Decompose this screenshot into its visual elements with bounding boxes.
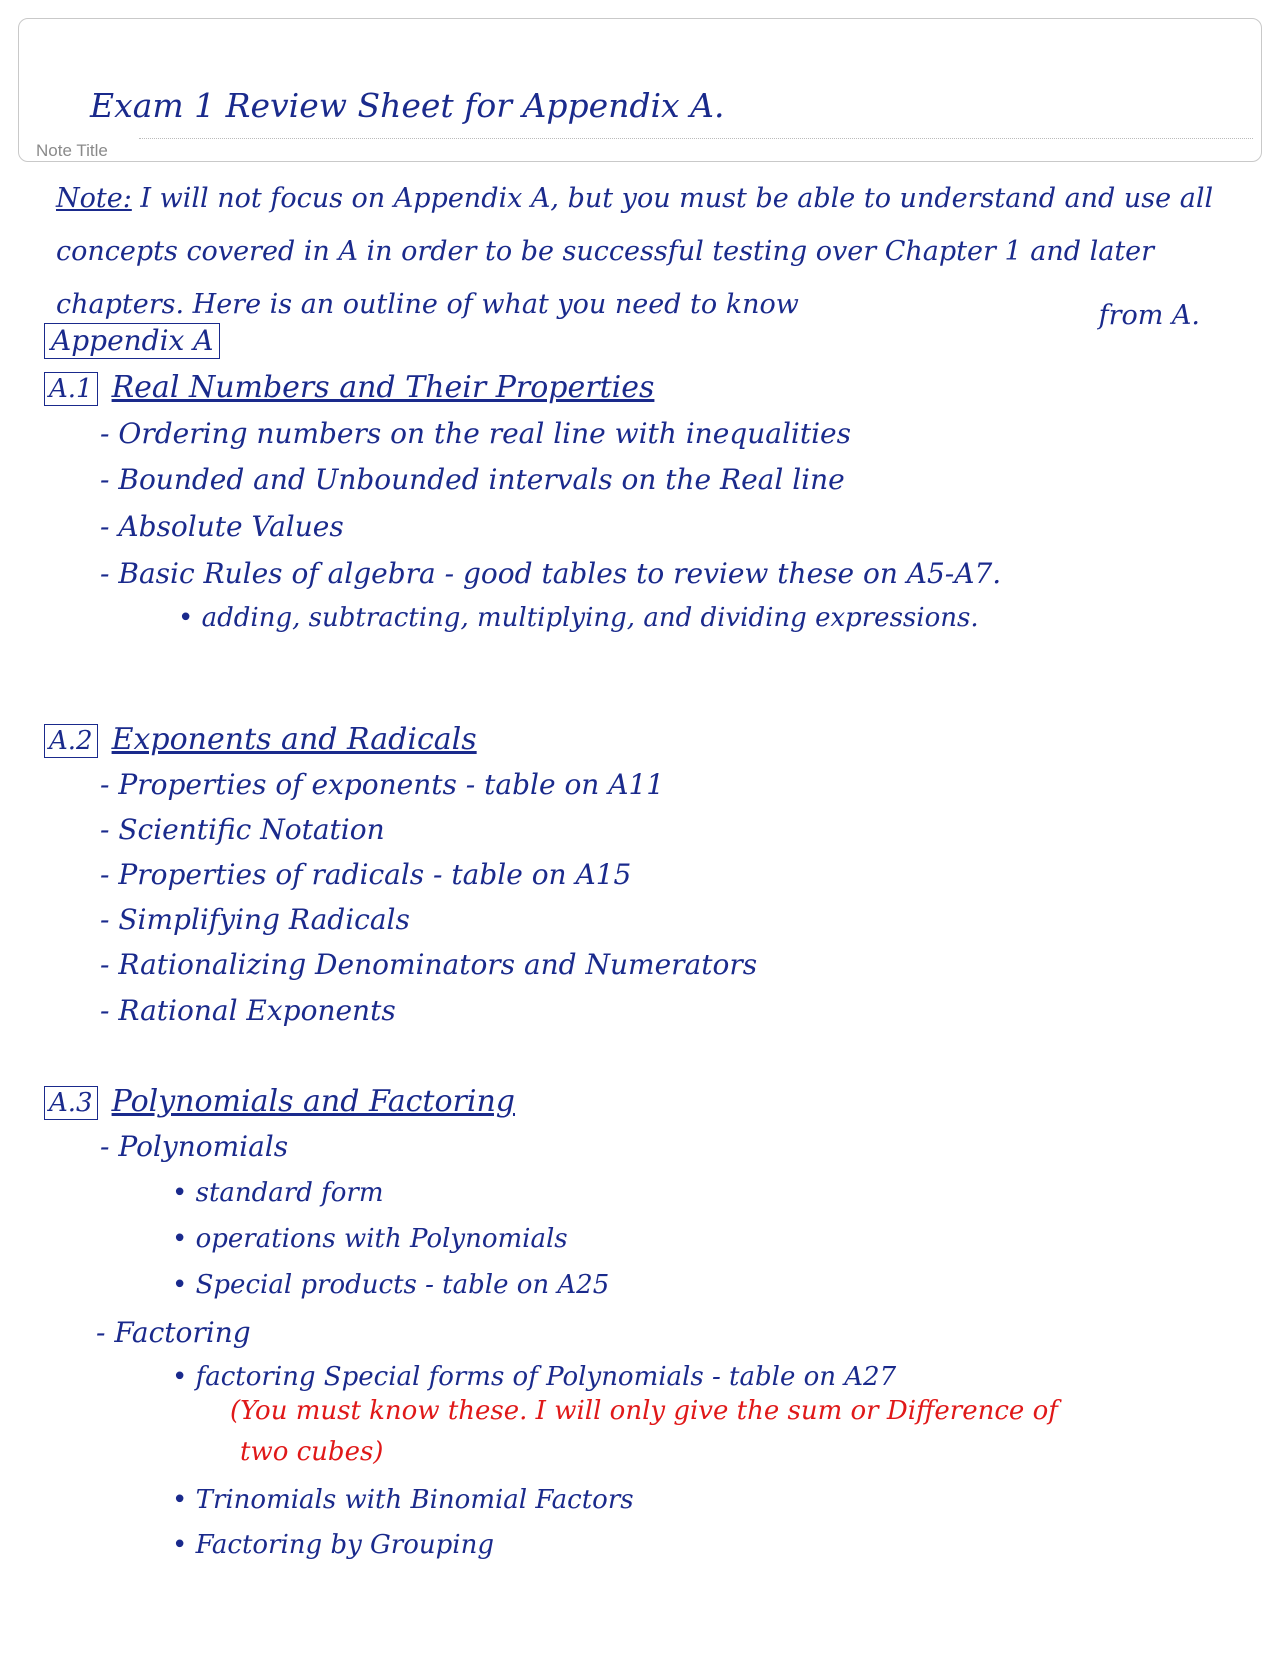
list-item: - Basic Rules of algebra - good tables to review these on A5-A7. (100, 557, 1002, 590)
red-annotation: (You must know these. I will only give the sum or Difference of (230, 1396, 1058, 1426)
page-title: Exam 1 Review Sheet for Appendix A. (90, 86, 725, 125)
list-item: - Simplifying Radicals (100, 903, 410, 936)
title-divider (139, 138, 1253, 139)
note-tail: from A. (1098, 300, 1200, 331)
section-title: Real Numbers and Their Properties (111, 370, 655, 405)
list-item: - Rational Exponents (100, 994, 396, 1027)
sub-bullet: • Special products - table on A25 (172, 1270, 610, 1300)
section-title: Exponents and Radicals (111, 722, 477, 757)
list-item: - Properties of exponents - table on A11 (100, 768, 665, 801)
red-annotation: two cubes) (240, 1437, 384, 1467)
note-text: I will not focus on Appendix A, but you must be able to understand and use all concepts covered in A in order to be successful testing over Chapter 1 and later chapters. Here is an outline of what you need to know (56, 183, 1214, 320)
sub-bullet: • factoring Special forms of Polynomials - table on A27 (172, 1362, 897, 1392)
sub-bullet: • adding, subtracting, multiplying, and dividing expressions. (178, 603, 979, 633)
section-heading-a3 (44, 1084, 515, 1120)
list-item: - Bounded and Unbounded intervals on the Real line (100, 463, 845, 496)
list-item: - Factoring (96, 1316, 251, 1349)
list-item: - Absolute Values (100, 510, 344, 543)
list-item: - Properties of radicals - table on A15 (100, 858, 632, 891)
list-item: - Ordering numbers on the real line with inequalities (100, 417, 851, 450)
appendix-heading: Appendix A (44, 323, 220, 359)
note-paragraph (56, 172, 1246, 331)
section-title: Polynomials and Factoring (111, 1084, 515, 1119)
list-item: - Rationalizing Denominators and Numerators (100, 948, 758, 981)
section-number: A.1 (44, 372, 98, 406)
section-number: A.3 (44, 1086, 98, 1120)
sub-bullet: • operations with Polynomials (172, 1224, 568, 1254)
sub-bullet: • Factoring by Grouping (172, 1530, 494, 1560)
section-number: A.2 (44, 724, 98, 758)
list-item: - Scientific Notation (100, 813, 385, 846)
note-title-label: Note Title (36, 141, 108, 160)
section-heading-a1 (44, 370, 654, 406)
sub-bullet: • standard form (172, 1178, 384, 1208)
list-item: - Polynomials (100, 1130, 289, 1163)
sub-bullet: • Trinomials with Binomial Factors (172, 1485, 634, 1515)
section-heading-a2 (44, 722, 477, 758)
note-label: Note: (56, 183, 132, 214)
